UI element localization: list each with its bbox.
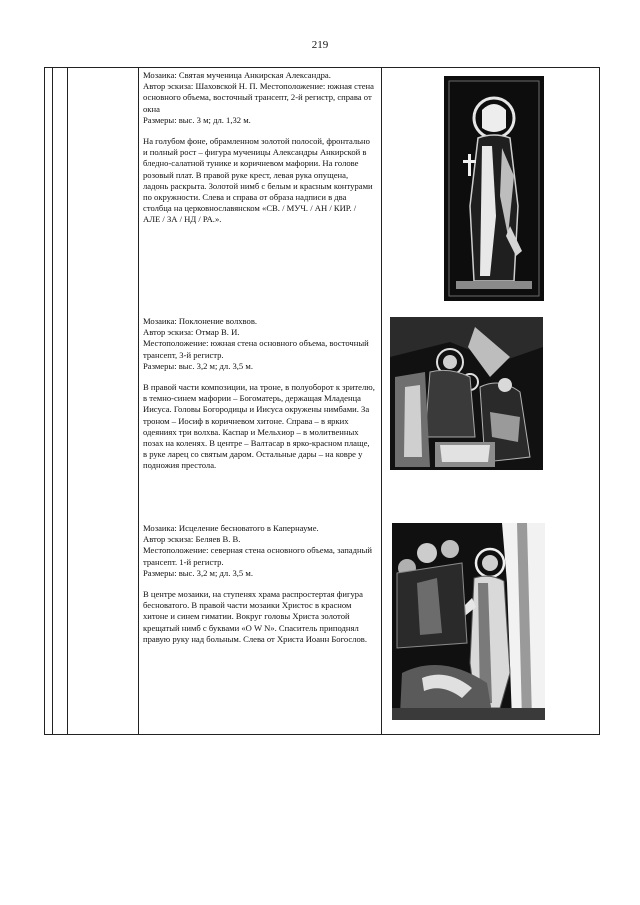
page-number: 219 [311,39,329,51]
entry-size: Размеры: выс. 3,2 м; дл. 3,5 м. [143,567,253,578]
entry-title: Мозаика: Исцеление бесноватого в Капернауме. [143,523,319,533]
mosaic-image-alexandra [444,76,544,301]
entry-description: На голубом фоне, обрамленном золотой полосой, фронтально и полный рост – фигура мученицы Александры Анкирской в бледно-салатной тунике и коричневом мафории. На голове розовый плат. В правой руке крест, левая рука опущена, ладонь раскрыта. Золотой нимб с белым и красным контурами по окружности. Слева и справа от образа надписи в два столбца на церковнославянском «СВ. / МУЧ. / АН / КИР. / АЛЕ / ЗА / НД / РА.». [143,136,373,225]
entry-title: Мозаика: Святая мученица Анкирская Александра. [143,70,331,80]
entry-alexandra [143,70,375,226]
entry-title: Мозаика: Поклонение волхвов. [143,316,258,326]
entry-size: Размеры: выс. 3 м; дл. 1,32 м. [143,114,251,125]
column-divider [138,68,139,734]
entry-description: В правой части композиции, на троне, в полуоборот к зрителю, в темно-синем мафории – Богоматерь, держащая Младенца Иисуса. Головы Богородицы и Иисуса окружены нимбами. За троном – Иосиф в коричневом хитоне. Справа – в ярких одеяниях три волхва. Каспар и Мельхиор – в молитвенных позах на коленях. В центре – Валтасар в ярко-красном плаще, в руке ларец со святым даром. Остальные дары – на ковре у подножия престола. [143,382,375,471]
mosaic-image-adoration-magi [390,317,543,470]
entry-meta: Автор эскиза: Отмар В. И. Местоположение: южная стена основного объема, восточный трансепт, 3-й регистр. [143,327,369,360]
entry-adoration-magi [143,316,375,472]
column-divider [381,68,382,734]
column-divider [52,68,53,734]
mosaic-image-healing-demoniac [392,523,545,720]
entry-size: Размеры: выс. 3,2 м; дл. 3,5 м. [143,360,253,371]
entry-meta: Автор эскиза: Шаховской Н. П. Местоположение: южная стена основного объема, восточный трансепт, 2-й регистр, справа от окна [143,81,374,114]
entry-healing-demoniac [143,523,375,645]
column-divider [67,68,68,734]
entry-description: В центре мозаики, на ступенях храма распростертая фигура бесноватого. В правой части мозаики Христос в красном хитоне и синем гиматии. Вокруг головы Христа золотой крещатый нимб с буквами «О W N». Спаситель приподнял правую руку над больным. Слева от Христа Иоанн Богослов. [143,589,368,644]
entry-meta: Автор эскиза: Беляев В. В. Местоположение: северная стена основного объема, западный трансепт. 1-й регистр. [143,534,372,567]
